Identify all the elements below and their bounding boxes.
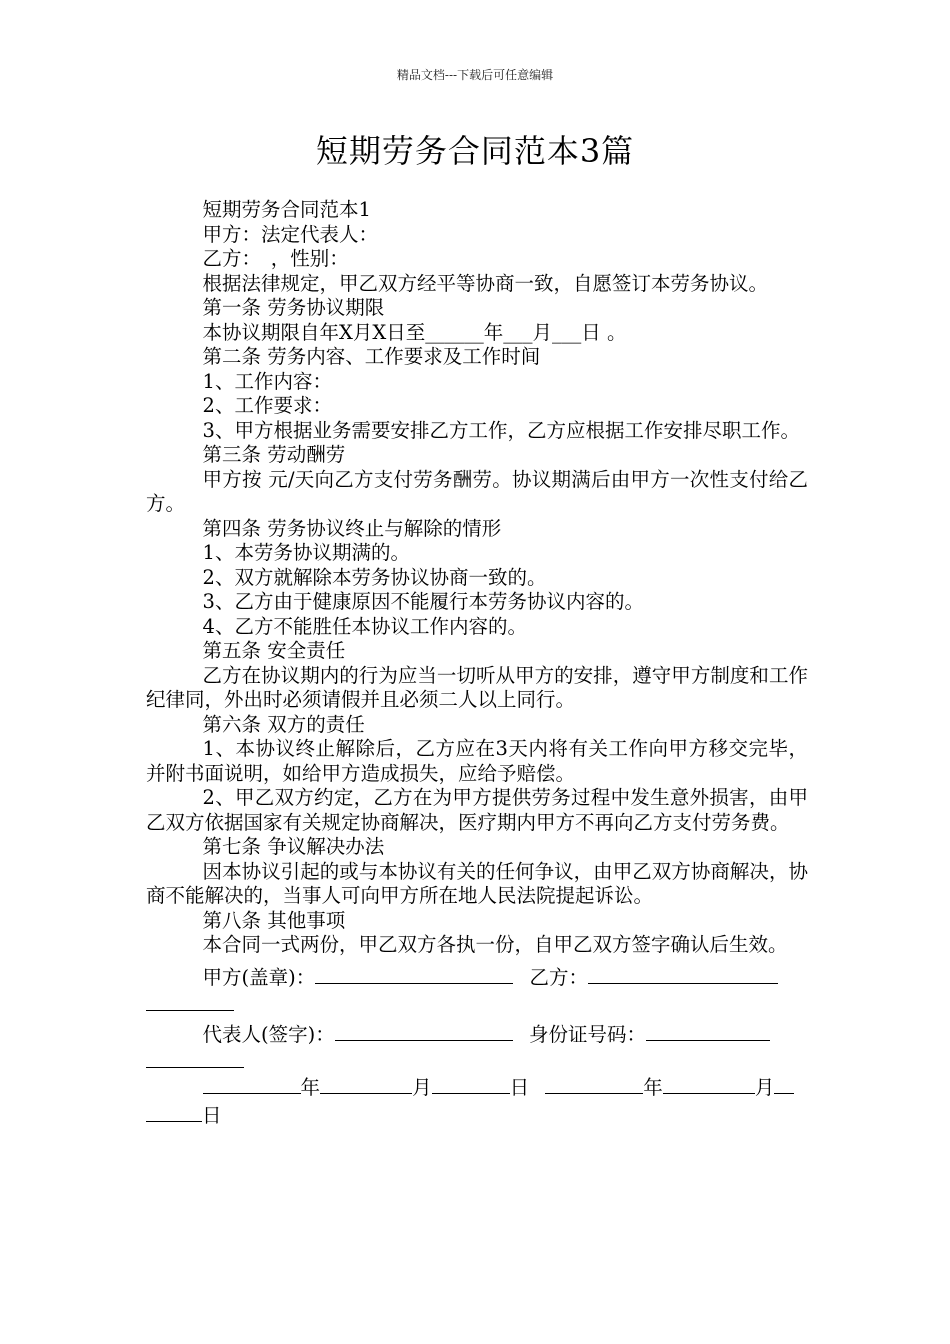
- signature-line-representative: [146, 1021, 808, 1049]
- date-b-year-blank[interactable]: [545, 1075, 643, 1094]
- page-header: 精品文档---下载后可任意编辑: [396, 68, 554, 82]
- date-b-day-blank[interactable]: [774, 1075, 794, 1094]
- day-label: 日: [509, 1075, 530, 1099]
- date-a-month-blank[interactable]: [320, 1075, 412, 1094]
- party-b-label: 乙方：: [529, 965, 588, 989]
- id-number-blank[interactable]: [646, 1022, 770, 1041]
- party-b-blank-continued[interactable]: [146, 992, 234, 1011]
- year-label: 年: [300, 1075, 321, 1099]
- year-label: 年: [643, 1075, 663, 1099]
- signature-block: [146, 964, 808, 1130]
- paragraph: 因本协议引起的或与本协议有关的任何争议，由甲乙双方协商解决，协商不能解决的，当事人可向甲方所在地人民法院提起诉讼。: [146, 859, 808, 907]
- paragraph: 短期劳务合同范本1: [202, 198, 371, 221]
- party-b-blank[interactable]: [588, 965, 778, 984]
- paragraph: 2、工作要求：: [202, 394, 332, 417]
- month-label: 月: [754, 1075, 775, 1099]
- document-body: [146, 198, 808, 1130]
- section-heading: 第三条 劳动酬劳: [202, 443, 346, 466]
- paragraph: 乙方在协议期内的行为应当一切听从甲方的安排，遵守甲方制度和工作纪律同，外出时必须请假并且必须二人以上同行。: [146, 663, 808, 711]
- section-heading: 第四条 劳务协议终止与解除的情形: [202, 516, 502, 540]
- date-b-month-blank[interactable]: [663, 1075, 755, 1094]
- paragraph: 2、甲乙双方约定，乙方在为甲方提供劳务过程中发生意外损害，由甲乙双方依据国家有关规定协商解决，医疗期内甲方不再向乙方支付劳务费。: [146, 786, 808, 834]
- paragraph: 本合同一式两份，甲乙双方各执一份，自甲乙双方签字确认后生效。: [202, 933, 788, 956]
- date-a-day-blank[interactable]: [432, 1075, 510, 1094]
- id-number-blank-continued[interactable]: [146, 1049, 244, 1068]
- id-number-label: 身份证号码：: [528, 1022, 646, 1046]
- section-heading: 第七条 争议解决办法: [202, 835, 385, 858]
- paragraph: 4、乙方不能胜任本协议工作内容的。: [202, 614, 527, 638]
- representative-label: 代表人(签字)：: [202, 1022, 335, 1046]
- section-heading: 第八条 其他事项: [202, 908, 346, 932]
- paragraph: 甲方：法定代表人：: [202, 222, 379, 246]
- section-heading: 第五条 安全责任: [202, 639, 346, 662]
- month-label: 月: [412, 1075, 432, 1099]
- document-title: 短期劳务合同范本3篇: [315, 132, 635, 170]
- paragraph: 1、本协议终止解除后，乙方应在3天内将有关工作向甲方移交完毕，并附书面说明，如给甲方造成损失，应给予赔偿。: [146, 737, 808, 785]
- paragraph: 甲方按 元/天向乙方支付劳务酬劳。协议期满后由甲方一次性支付给乙方。: [146, 467, 808, 515]
- paragraph: 3、乙方由于健康原因不能履行本劳务协议内容的。: [202, 590, 644, 613]
- party-a-label: 甲方(盖章)：: [202, 965, 316, 989]
- date-a-year-blank[interactable]: [203, 1075, 301, 1094]
- paragraph: 2、双方就解除本劳务协议协商一致的。: [202, 565, 547, 589]
- section-heading: 第二条 劳务内容、工作要求及工作时间: [202, 345, 541, 368]
- representative-blank[interactable]: [335, 1022, 513, 1041]
- paragraph: 本协议期限自年X月X日至______年___月___日 。: [202, 320, 627, 344]
- date-b-day-blank-continued[interactable]: [146, 1103, 202, 1122]
- day-label: 日: [202, 1103, 222, 1127]
- party-a-blank[interactable]: [315, 965, 513, 984]
- signature-line-dates-continued: [146, 1102, 808, 1130]
- signature-line-parties: [146, 964, 808, 992]
- paragraph: 1、工作内容：: [202, 369, 332, 393]
- signature-line-dates: [146, 1074, 808, 1102]
- paragraph: 3、甲方根据业务需要安排乙方工作，乙方应根据工作安排尽职工作。: [202, 418, 800, 442]
- paragraph: 1、本劳务协议期满的。: [202, 541, 410, 564]
- section-heading: 第六条 双方的责任: [202, 712, 365, 736]
- paragraph: 乙方： ，性别：: [202, 247, 349, 270]
- paragraph: 根据法律规定，甲乙双方经平等协商一致，自愿签订本劳务协议。: [202, 271, 769, 295]
- section-heading: 第一条 劳务协议期限: [202, 296, 385, 319]
